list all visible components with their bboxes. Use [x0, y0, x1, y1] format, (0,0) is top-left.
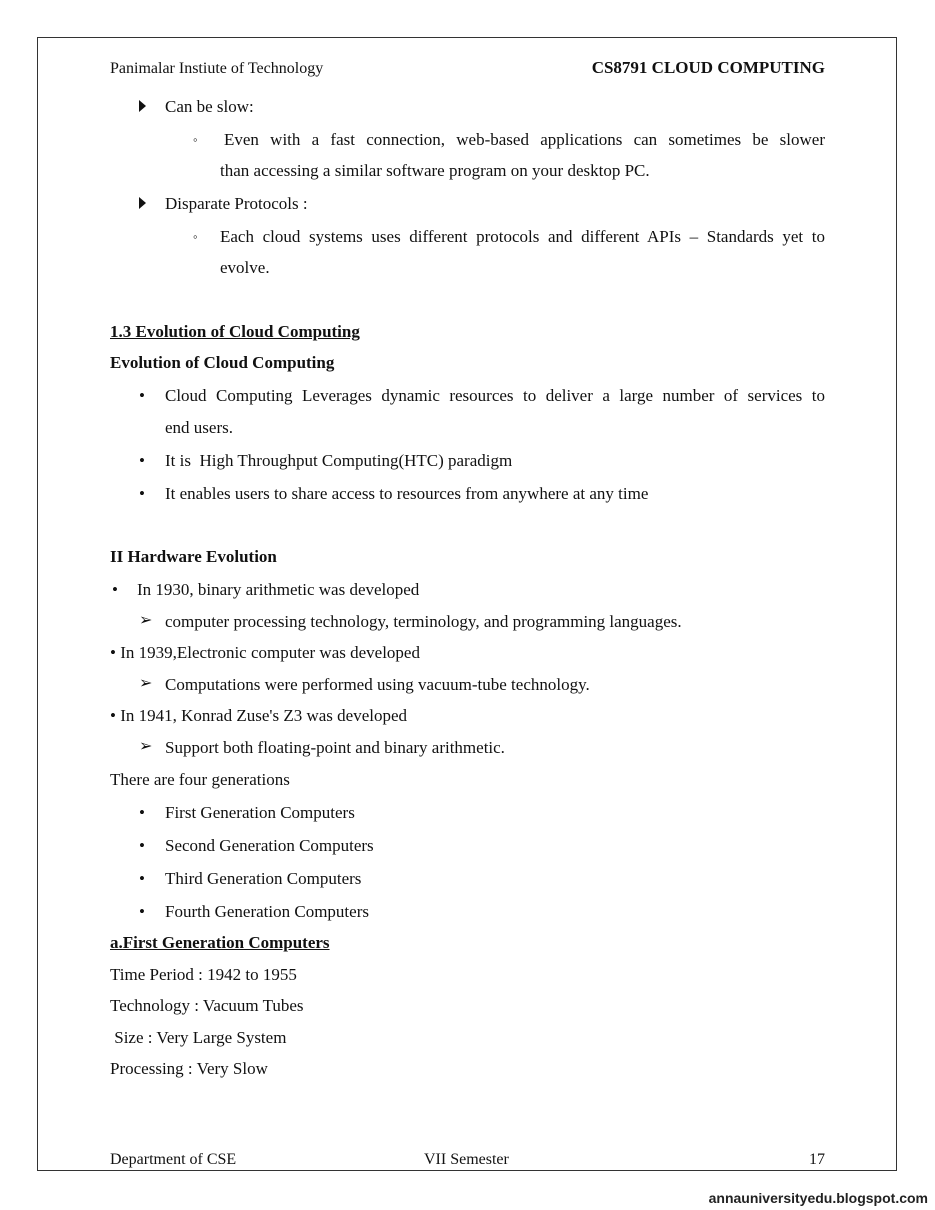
hardware-subitem: computer processing technology, terminology, and programming languages.	[165, 612, 682, 631]
first-gen-time-period: Time Period : 1942 to 1955	[110, 965, 297, 984]
first-gen-technology: Technology : Vacuum Tubes	[110, 996, 304, 1015]
first-gen-heading: a.First Generation Computers	[110, 933, 330, 952]
header-institute: Panimalar Instiute of Technology	[110, 60, 324, 77]
disadvantage-title: Disparate Protocols :	[165, 194, 308, 213]
arrow-bullet-icon: ➢	[139, 612, 153, 629]
disadvantage-detail-line: Even with a fast connection, web-based applications can sometimes be slower	[224, 130, 825, 149]
generation-item: Fourth Generation Computers	[165, 902, 369, 921]
arrow-bullet-icon: ➢	[139, 738, 153, 755]
bullet-dot-icon: •	[139, 484, 145, 503]
triangle-bullet-icon	[139, 197, 146, 209]
disadvantage-detail-line: than accessing a similar software program on your desktop PC.	[220, 161, 650, 180]
generation-item: First Generation Computers	[165, 803, 355, 822]
bullet-dot-icon: •	[139, 451, 145, 470]
hardware-item: In 1930, binary arithmetic was developed	[137, 580, 420, 599]
triangle-bullet-icon	[139, 100, 146, 112]
evolution-bullet-line: It is High Throughput Computing(HTC) paradigm	[165, 451, 513, 470]
bullet-dot-icon: •	[139, 386, 145, 405]
arrow-bullet-icon: ➢	[139, 675, 153, 692]
bullet-dot-icon: •	[139, 902, 145, 921]
hardware-item: • In 1939,Electronic computer was developed	[110, 643, 420, 662]
evolution-bullet-line: It enables users to share access to resources from anywhere at any time	[165, 484, 649, 503]
header-course: CS8791 CLOUD COMPUTING	[591, 58, 825, 77]
bullet-dot-icon: •	[139, 803, 145, 822]
generation-item: Second Generation Computers	[165, 836, 374, 855]
bullet-dot-icon: •	[139, 869, 145, 888]
disadvantage-detail-line: Each cloud systems uses different protocols and different APIs – Standards yet to	[220, 227, 825, 246]
footer-department: Department of CSE	[110, 1151, 237, 1168]
disadvantage-title: Can be slow:	[165, 97, 254, 116]
hardware-subitem: Computations were performed using vacuum-tube technology.	[165, 675, 590, 694]
evolution-bullet-line: Cloud Computing Leverages dynamic resources to deliver a large number of services to	[165, 386, 825, 405]
first-gen-size: Size : Very Large System	[110, 1028, 287, 1047]
disadvantage-detail-line: evolve.	[220, 258, 270, 277]
section-heading: 1.3 Evolution of Cloud Computing	[110, 322, 360, 341]
hardware-heading: II Hardware Evolution	[110, 547, 277, 566]
generations-intro: There are four generations	[110, 770, 290, 789]
circle-bullet-icon: ◦	[193, 132, 198, 147]
watermark-url: annauniversityedu.blogspot.com	[708, 1190, 928, 1206]
circle-bullet-icon: ◦	[193, 229, 198, 244]
bullet-dot-icon: •	[139, 836, 145, 855]
evolution-bullet-line: end users.	[165, 418, 233, 437]
footer-page-number: 17	[809, 1151, 825, 1168]
hardware-subitem: Support both floating-point and binary arithmetic.	[165, 738, 505, 757]
first-gen-processing: Processing : Very Slow	[110, 1059, 268, 1078]
generation-item: Third Generation Computers	[165, 869, 362, 888]
footer-semester: VII Semester	[424, 1151, 509, 1168]
section-subheading: Evolution of Cloud Computing	[110, 353, 335, 372]
hardware-item: • In 1941, Konrad Zuse's Z3 was developed	[110, 706, 408, 725]
bullet-dot-icon: •	[112, 580, 118, 599]
